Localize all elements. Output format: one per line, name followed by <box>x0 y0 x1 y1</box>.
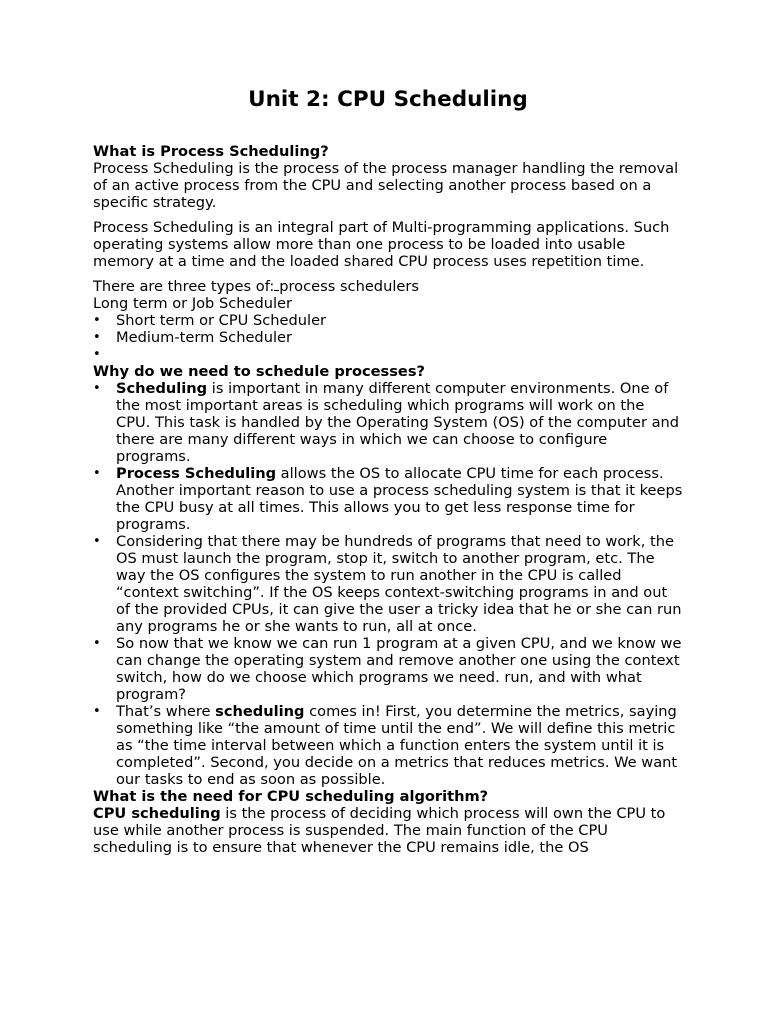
bold-term: Process Scheduling <box>116 465 277 482</box>
bold-term: scheduling <box>215 703 305 720</box>
list-item: • Short term or CPU Scheduler <box>93 312 683 329</box>
list-item <box>93 533 683 635</box>
paragraph-multiprogramming: Process Scheduling is an integral part of Multi-programming applications. Such operating systems allow more than one process to be loaded into usable memory at a time and the loaded shared CPU process uses repetition time. <box>93 219 670 270</box>
list-item <box>93 703 683 788</box>
list-item-text: Considering that there may be hundreds of programs that need to work, the OS must launch the program, stop it, switch to another program, etc. The way the OS configures the system to run another in the CPU is called “context switching”. If the OS keeps context-switching programs in and out of the provided CPUs, it can give the user a tricky idea that he or she can run any programs he or she wants to run, all at once. <box>116 533 682 635</box>
bold-term: CPU scheduling <box>93 805 221 822</box>
paragraph-types-intro <box>93 278 683 295</box>
list-item-text: is important in many different computer environments. One of the most important areas is scheduling which programs will work on the CPU. This task is handled by the Operating System (OS) of the computer and there are many different ways in which we can choose to configure programs. <box>116 380 680 465</box>
scheduler-types-list <box>93 312 683 363</box>
list-item <box>93 380 683 465</box>
list-item-text: comes in! First, you determine the metrics, saying something like “the amount of time until the end”. We will define this metric as “the time interval between which a function enters the system until it is completed”. Second, you decide on a metrics that reduces metrics. We want our tasks to end as soon as possible. <box>116 703 678 788</box>
heading-process-scheduling: What is Process Scheduling? <box>93 143 329 160</box>
list-item-empty <box>93 346 683 363</box>
page-title: Unit 2: CPU Scheduling <box>248 87 528 112</box>
list-item-text: allows the OS to allocate CPU time for each process. Another important reason to use a process scheduling system is that it keeps the CPU busy at all times. This allows you to get less response time for programs. <box>116 465 683 533</box>
list-item-text: So now that we know we can run 1 program at a given CPU, and we know we can change the operating system and remove another one using the context switch, how do we choose which programs we need. run, and with what program? <box>116 635 682 703</box>
reasons-list <box>93 380 683 788</box>
list-item <box>93 635 683 703</box>
list-item-text: That’s where <box>116 703 216 720</box>
heading-need-for-cpu-scheduling: What is the need for CPU scheduling algorithm? <box>93 788 489 805</box>
heading-why-schedule: Why do we need to schedule processes? <box>93 363 425 380</box>
paragraph-cpu-scheduling <box>93 805 683 856</box>
list-item: • Medium-term Scheduler <box>93 329 683 346</box>
document-body <box>93 143 683 856</box>
paragraph-definition: Process Scheduling is the process of the process manager handling the removal of an active process from the CPU and selecting another process based on a specific strategy. <box>93 160 679 211</box>
scheduler-type-long-term: Long term or Job Scheduler <box>93 295 293 312</box>
bold-term: Scheduling <box>116 380 208 397</box>
types-intro-text: There are three types of: <box>93 278 275 295</box>
types-intro-link-text: process schedulers <box>279 278 419 295</box>
list-item <box>93 465 683 533</box>
paragraph-text: is the process of deciding which process will own the CPU to use while another process is suspended. The main function of the CPU scheduling is to ensure that whenever the CPU remains idle, the OS <box>93 805 666 856</box>
